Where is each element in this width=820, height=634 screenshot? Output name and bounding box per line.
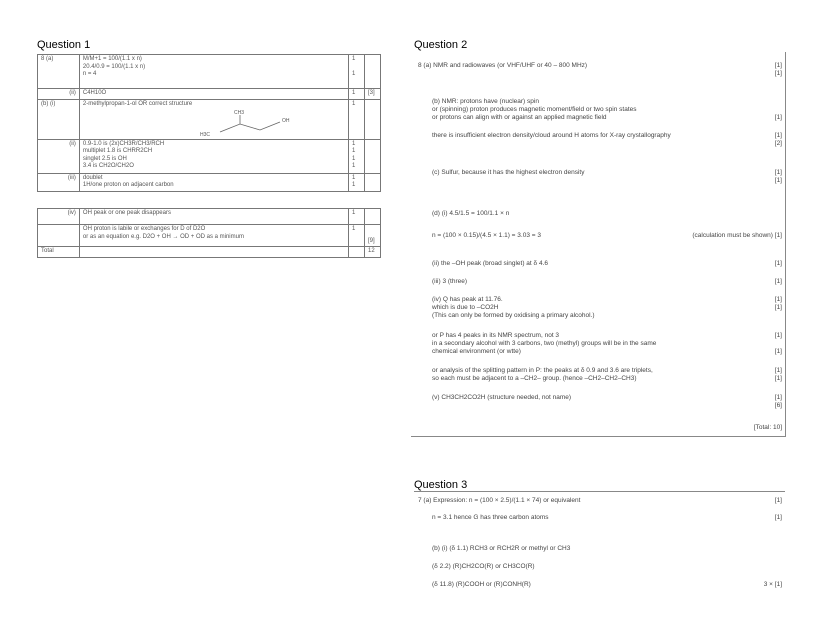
table-row: Total 12 [38, 247, 381, 258]
q3-mark: [1] [774, 514, 782, 521]
q2-mark: [1] [774, 177, 782, 184]
question-1-table [37, 54, 381, 192]
q2-answer-line: or (spinning) proton produces magnetic moment/field or two spin states [432, 106, 637, 113]
q3-mark: 3 × [1] [763, 581, 782, 588]
table-row: (iii) doublet 1H/one proton on adjacent carbon 1 1 [38, 173, 381, 191]
q2-answer-line: (ii) the –OH peak (broad singlet) at δ 4.6 [432, 260, 548, 267]
q2-mark: [1] [774, 132, 782, 139]
q2-mark: [1] [774, 332, 782, 339]
q2-mark: [1] [774, 304, 782, 311]
q2-answer-line: in a secondary alcohol with 3 carbons, two (methyl) groups will be in the same [432, 340, 657, 347]
table-row: (ii) 0.9-1.0 is (2x)CH3R/CH3/RCH multiplet 1.8 is CHRR2CH singlet 2.5 is OH 3.4 is CH2O/CH2O 1 1 1 1 [38, 139, 381, 173]
q2-mark: [1] [774, 260, 782, 267]
q2-mark: [6] [774, 402, 782, 409]
q2-answer-line: so each must be adjacent to a –CH2– group. (hence –CH2–CH2–CH3) [432, 375, 637, 382]
q2-mark: [1] [774, 367, 782, 374]
q2-answer-line: (b) NMR: protons have (nuclear) spin [432, 98, 539, 105]
q2-mark: (calculation must be shown) [1] [692, 232, 782, 239]
q2-mark: [1] [774, 278, 782, 285]
question-1-heading: Question 1 [37, 39, 91, 51]
table-row: (ii) C4H10O 1 [3] [38, 89, 381, 100]
table-row: OH proton is labile or exchanges for D of D2O or as an equation e.g. D2O + OH → OD + OD as a minimum 1 [9] [38, 225, 381, 247]
q2-answer-line: or analysis of the splitting pattern in P: the peaks at δ 0.9 and 3.6 are triplets, [432, 367, 653, 374]
table-row: 8 (a) M/M+1 = 100/(1.1 x n) 20.4/0.9 = 100/(1.1 x n) n = 4 1 1 [38, 55, 381, 89]
q2-answer-line: or protons can align with or against an applied magnetic field [432, 114, 607, 121]
table-row: (iv) OH peak or one peak disappears 1 [38, 209, 381, 225]
q2-mark: [1] [774, 169, 782, 176]
q2-answer-line: which is due to –CO2H [432, 304, 499, 311]
q2-answer-line: (d) (i) 4.5/1.5 = 100/1.1 × n [432, 210, 510, 217]
q3-answer-line: 7 (a) Expression: n = (100 × 2.5)/(1.1 × 74) or equivalent [418, 497, 581, 504]
q2-answer-line: there is insufficient electron density/cloud around H atoms for X-ray crystallography [432, 132, 671, 139]
q2-answer-line: 8 (a) NMR and radiowaves (or VHF/UHF or 40 – 800 MHz) [418, 62, 588, 69]
question-2-heading: Question 2 [414, 39, 468, 51]
q2-answer-line: (iv) Q has peak at 11.76. [432, 296, 503, 303]
q2-mark: [1] [774, 394, 782, 401]
q2-mark: [2] [774, 140, 782, 147]
q2-answer-line: (This can only be formed by oxidising a primary alcohol.) [432, 312, 595, 319]
q3-answer-line: (δ 11.8) (R)COOH or (R)CONH(R) [432, 581, 531, 588]
q2-answer-line: chemical environment (or wtte) [432, 348, 521, 355]
structure-diagram [200, 108, 320, 138]
q2-answer-line: n = (100 × 0.15)/(4.5 × 1.1) = 3.03 = 3 [432, 232, 541, 239]
q2-mark: [1] [774, 348, 782, 355]
oh-label: OH [281, 117, 290, 124]
table-row: (b) (i) 2-methylpropan-1-ol OR correct structure CH3 H3C OH 1 [38, 99, 381, 139]
q2-mark: [1] [774, 114, 782, 121]
q2-mark: [1] [774, 296, 782, 303]
q2-mark: [1] [774, 62, 782, 69]
question-1-table-continued [37, 208, 381, 258]
q2-answer-line: (iii) 3 (three) [432, 278, 468, 285]
q2-mark: [1] [774, 70, 782, 77]
q2-mark: [1] [774, 375, 782, 382]
q3-answer-line: (δ 2.2) (R)CH2CO(R) or CH3CO(R) [432, 563, 535, 570]
q3-mark: [1] [774, 497, 782, 504]
ch3-label: CH3 [233, 109, 244, 116]
q3-answer-line: n = 3.1 hence G has three carbon atoms [432, 514, 549, 521]
h3c-label: H3C [199, 131, 210, 138]
q2-answer-line: (c) Sulfur, because it has the highest electron density [432, 169, 585, 176]
question-3-heading: Question 3 [414, 479, 468, 491]
q2-answer-line: or P has 4 peaks in its NMR spectrum, not 3 [432, 332, 560, 339]
question-3-rule [414, 491, 785, 492]
q2-answer-line: (v) CH3CH2CO2H (structure needed, not name) [432, 394, 572, 401]
q2-mark: [Total: 10] [753, 424, 782, 431]
q3-answer-line: (b) (i) (δ 1.1) RCH3 or RCH2R or methyl or CH3 [432, 545, 571, 552]
